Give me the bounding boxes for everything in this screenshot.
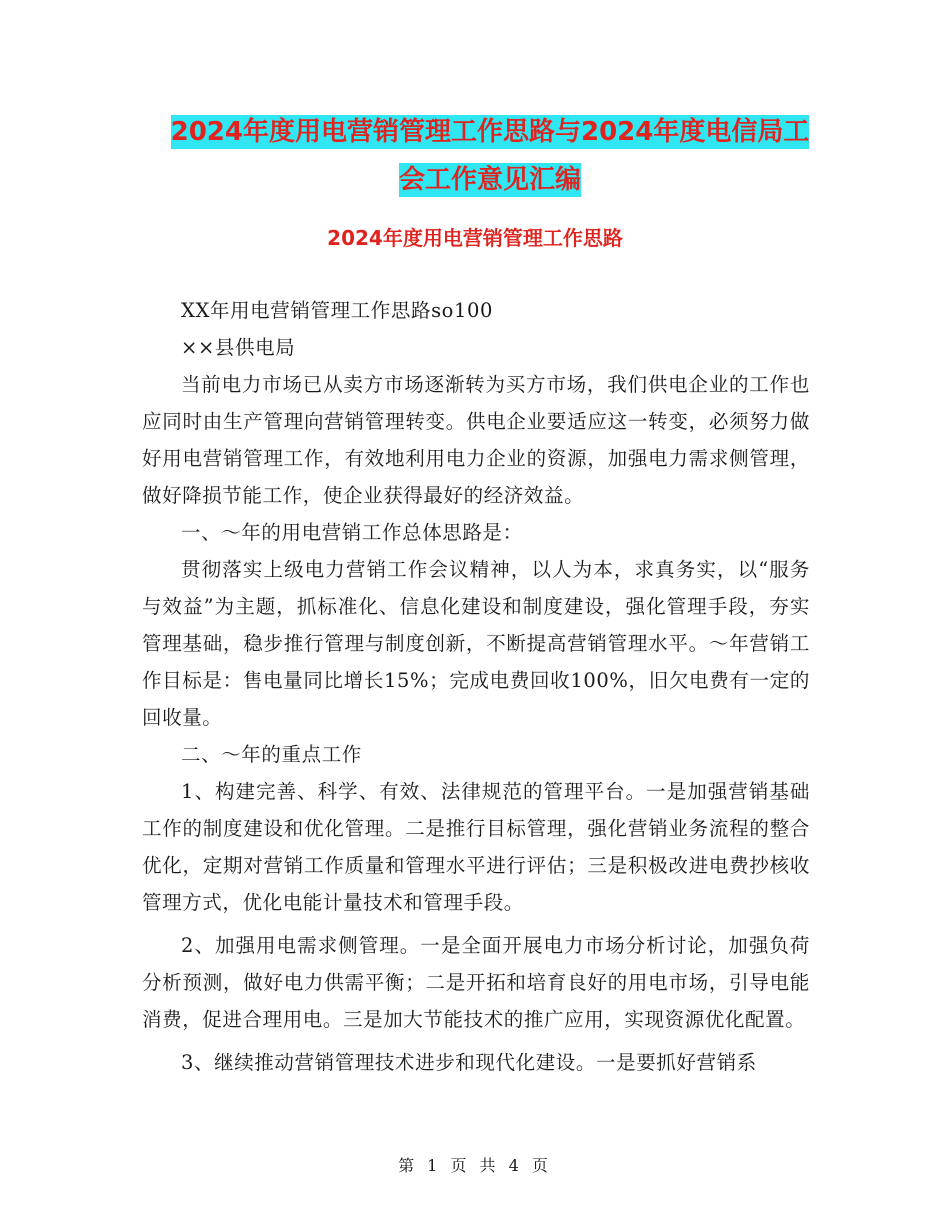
paragraph-section-two-heading: 二、～年的重点工作 — [181, 743, 362, 766]
paragraph-item-1: 1、构建完善、科学、有效、法律规范的管理平台。一是加强营销基础工作的制度建设和优化管理。二是推行目标管理，强化营销业务流程的整合优化，定期对营销工作质量和管理水平进行评估；三是积极改进电费抄核收管理方式，优化电能计量技术和管理手段。 — [142, 780, 810, 914]
page-footer: 第 1 页 共 4 页 — [398, 1156, 552, 1175]
document-title-line-2: 会工作意见汇编 — [398, 165, 581, 195]
paragraph-section-one-heading: 一、～年的用电营销工作总体思路是： — [181, 521, 523, 544]
document-title — [150, 108, 830, 204]
paragraph-item-3: 3、继续推动营销管理技术进步和现代化建设。一是要抓好营销系 — [181, 1051, 757, 1074]
paragraph-author: ××县供电局 — [181, 336, 296, 359]
paragraph-heading-line: XX年用电营销管理工作思路so100 — [181, 299, 494, 322]
paragraph-intro: 当前电力市场已从卖方市场逐渐转为买方市场，我们供电企业的工作也应同时由生产管理向营销管理转变。供电企业要适应这一转变，必须努力做好用电营销管理工作，有效地利用电力企业的资源，加强电力需求侧管理，做好降损节能工作，使企业获得最好的经济效益。 — [142, 373, 810, 507]
document-body — [142, 292, 810, 1081]
paragraph-item-2: 2、加强用电需求侧管理。一是全面开展电力市场分析讨论，加强负荷分析预测，做好电力供需平衡；二是开拓和培育良好的用电市场，引导电能消费，促进合理用电。三是加大节能技术的推广应用，实现资源优化配置。 — [142, 934, 810, 1031]
paragraph-section-one-body: 贯彻落实上级电力营销工作会议精神，以人为本，求真务实，以“服务与效益”为主题，抓标准化、信息化建设和制度建设，强化管理手段，夯实管理基础，稳步推行管理与制度创新，不断提高营销管理水平。～年营销工作目标是：售电量同比增长15%；完成电费回收100%，旧欠电费有一定的回收量。 — [142, 558, 810, 729]
section-title: 2024年度用电营销管理工作思路 — [327, 226, 623, 250]
document-title-line-1: 2024年度用电营销管理工作思路与2024年度电信局工 — [170, 117, 810, 147]
